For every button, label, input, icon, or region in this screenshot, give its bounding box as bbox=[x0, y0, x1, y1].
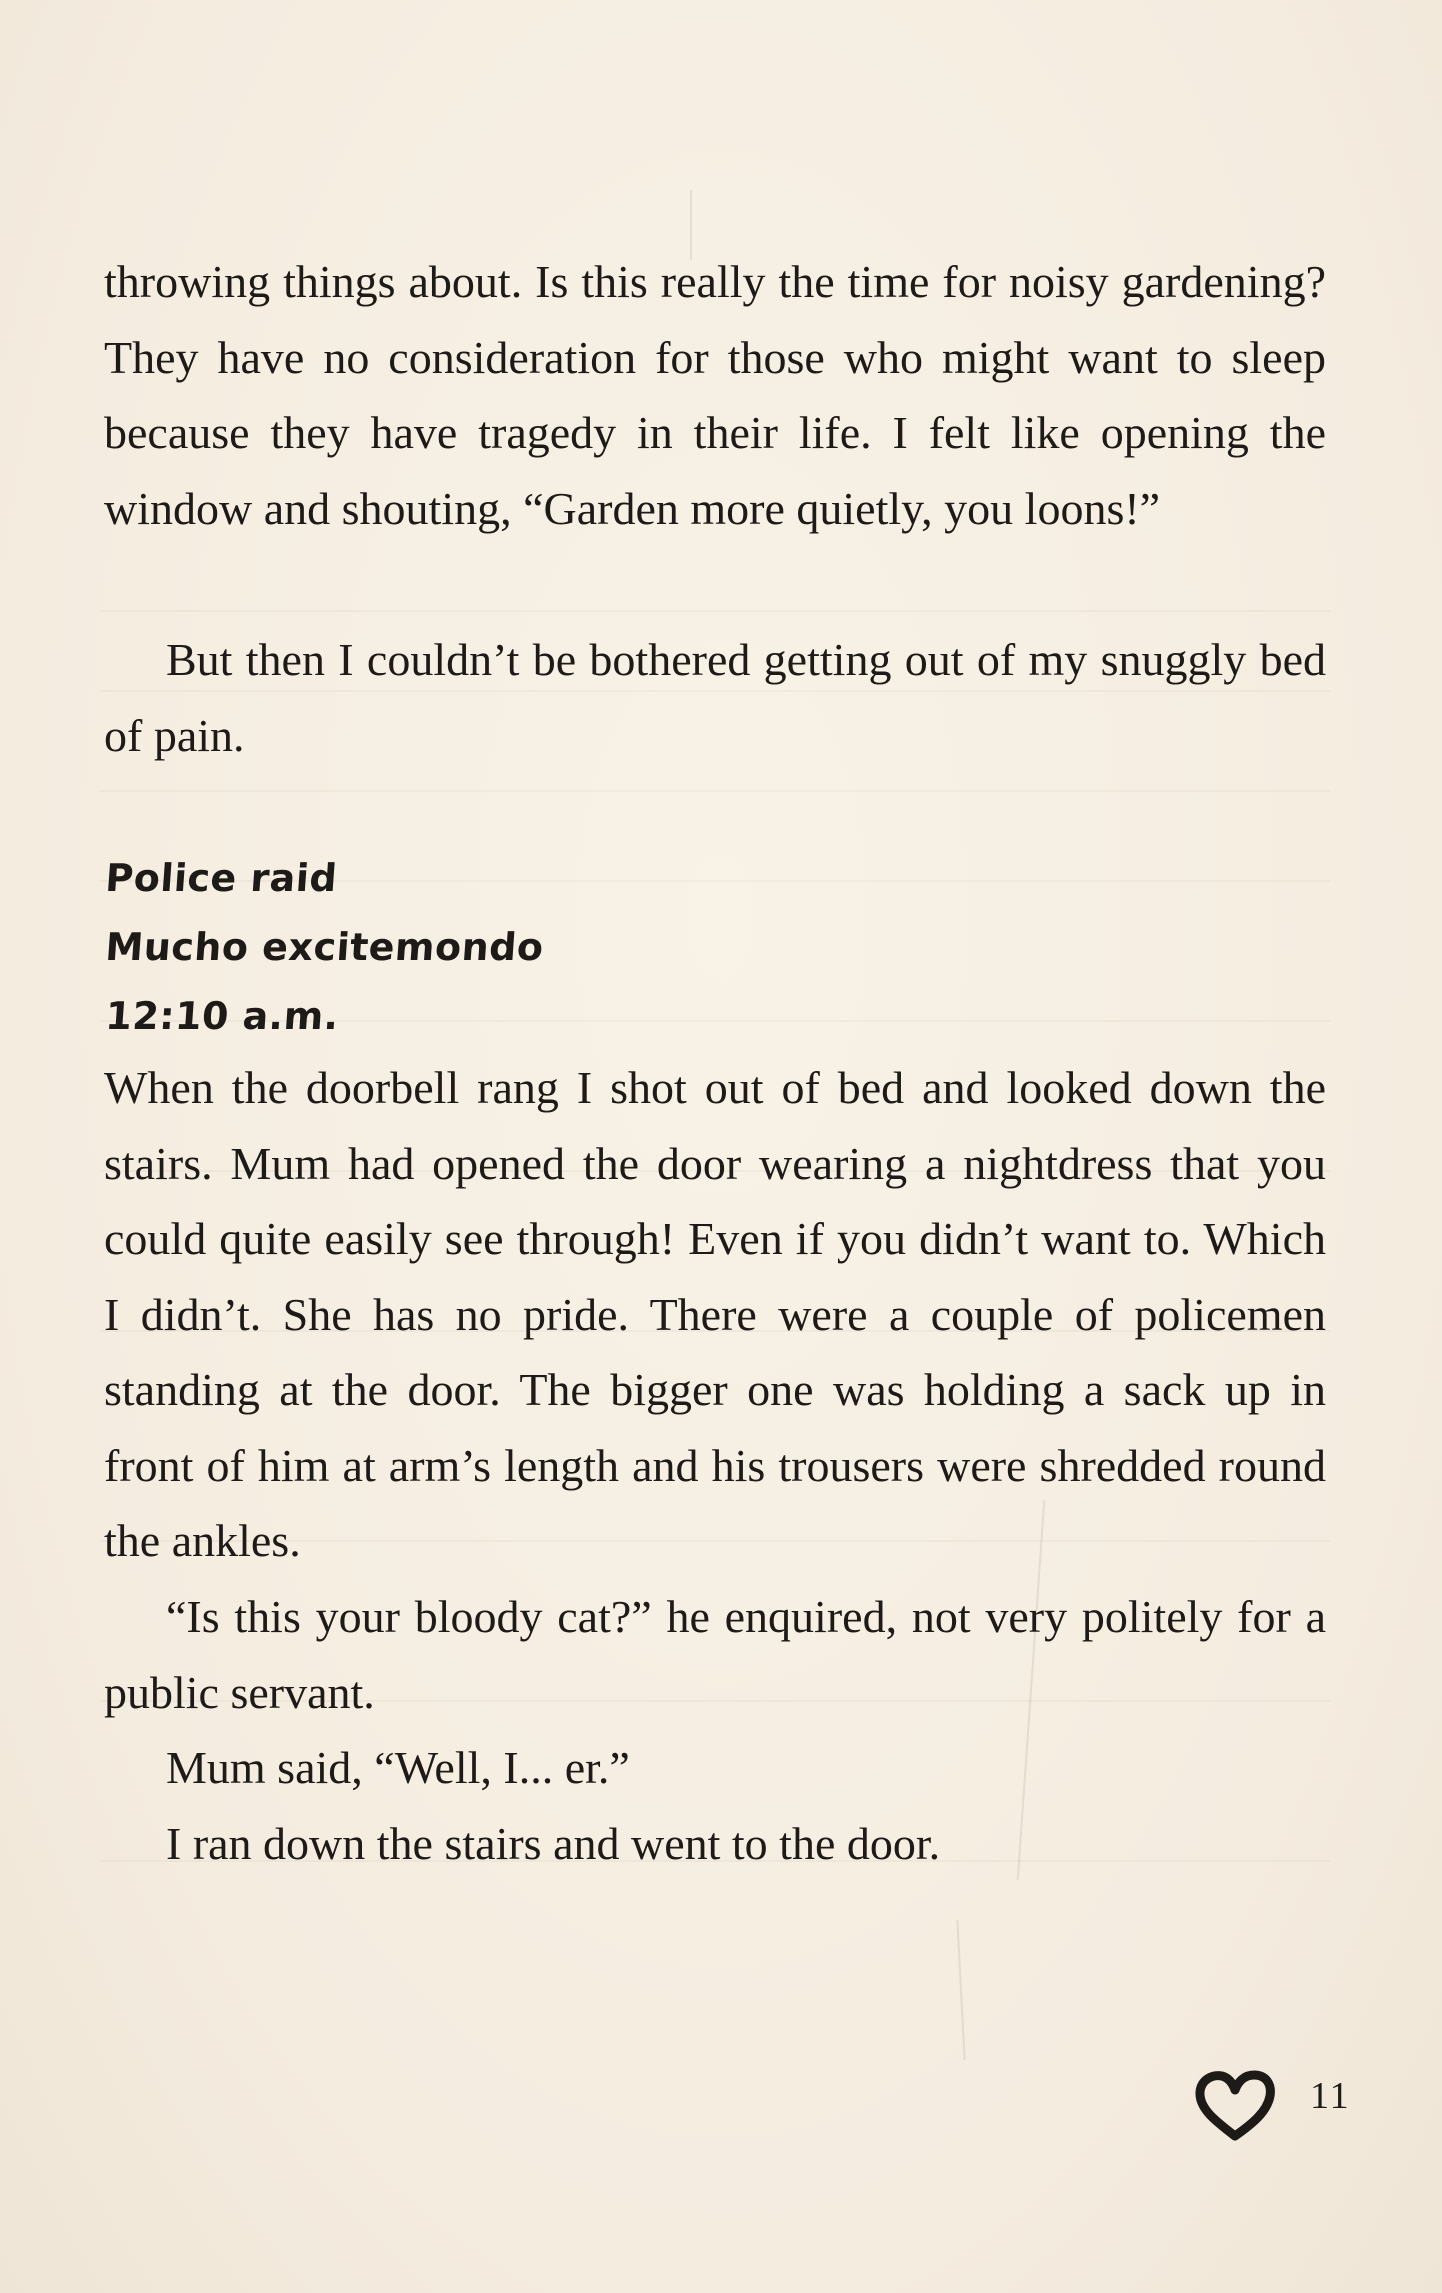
paragraph-5: Mum said, “Well, I... er.” bbox=[166, 1742, 630, 1793]
paragraph-4: “Is this your bloody cat?” he enquired, not very politely for a public servant. bbox=[104, 1591, 1326, 1718]
show-through-line bbox=[100, 790, 1330, 792]
paragraph-3: When the doorbell rang I shot out of bed and looked down the stairs. Mum had opened the door wearing a nightdress that you could quite easily see through! Even if you didn’t want to. Which I didn’t. She has no pride. There were a couple of policemen standing at the door. The bigger one was holding a sack up in front of him at arm’s length and his trousers were shredded round the ankles. bbox=[104, 1062, 1326, 1566]
heart-icon bbox=[1194, 2070, 1276, 2142]
paragraph-6: I ran down the stairs and went to the door. bbox=[166, 1818, 941, 1869]
show-through-line bbox=[100, 610, 1330, 612]
entry-heading-subtitle: Mucho excitemondo bbox=[104, 925, 546, 969]
paragraph-1: throwing things about. Is this really the time for noisy gardening? They have no consideration for those who might want to sleep because they have tragedy in their life. I felt like opening the window and shouting, “Garden more quietly, you loons!” bbox=[104, 256, 1326, 534]
paragraph-2: But then I couldn’t be bothered getting out of my snuggly bed of pain. bbox=[104, 634, 1326, 761]
paper-crease bbox=[956, 1920, 965, 2060]
entry-heading-title: Police raid bbox=[104, 856, 339, 900]
entry-heading-time: 12:10 a.m. bbox=[104, 994, 341, 1038]
page-number: 11 bbox=[1310, 2075, 1351, 2117]
